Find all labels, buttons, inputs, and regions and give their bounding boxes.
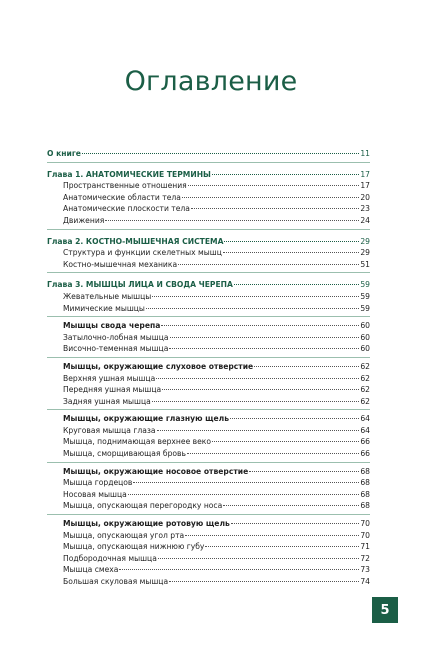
toc-chapter[interactable] <box>47 169 370 181</box>
toc-block-nose <box>47 466 370 515</box>
toc-section-label: Мышцы, окружающие ротовую щель <box>63 519 230 529</box>
dot-leader <box>162 389 359 390</box>
toc-entry-page: 62 <box>360 373 370 383</box>
toc-entry-page: 68 <box>360 478 370 488</box>
toc-entry[interactable] <box>47 477 370 489</box>
toc-chapter-label: Глава 2. КОСТНО-МЫШЕЧНАЯ СИСТЕМА <box>47 236 224 246</box>
toc-entry-label: Затылочно-лобная мышца <box>63 332 169 342</box>
dot-leader <box>223 252 359 253</box>
toc-entry-page: 62 <box>360 361 370 371</box>
toc-entry-label: Жевательные мышцы <box>63 291 152 301</box>
dot-leader <box>249 471 359 472</box>
dot-leader <box>156 378 359 379</box>
toc-entry-label: Мышца, опускающая перегородку носа <box>63 501 223 511</box>
toc-entry-page: 66 <box>360 437 370 447</box>
toc-block-cranial-vault <box>47 320 370 358</box>
dot-leader <box>82 153 359 154</box>
dot-leader <box>231 523 360 524</box>
toc-entry-label: Мимические мышцы <box>63 303 145 313</box>
dot-leader <box>146 308 359 309</box>
dot-leader <box>178 264 359 265</box>
toc-section[interactable] <box>47 466 370 478</box>
toc-entry-page: 64 <box>360 414 370 424</box>
toc-block-eye <box>47 413 370 462</box>
toc-entry-page: 66 <box>360 449 370 459</box>
dot-leader <box>128 494 360 495</box>
toc-entry[interactable] <box>47 180 370 192</box>
toc-entry[interactable] <box>47 436 370 448</box>
dot-leader <box>191 208 359 209</box>
toc-entry-page: 71 <box>360 542 370 552</box>
toc-entry-label: Круговая мышца глаза <box>63 425 156 435</box>
toc-entry[interactable] <box>47 373 370 385</box>
toc-section[interactable] <box>47 413 370 425</box>
dot-leader <box>185 535 359 536</box>
toc-chapter[interactable] <box>47 236 370 248</box>
toc-entry-page: 64 <box>360 425 370 435</box>
dot-leader <box>105 220 359 221</box>
toc-chapter[interactable] <box>47 279 370 291</box>
toc-entry-page: 59 <box>360 291 370 301</box>
toc-entry-page: 62 <box>360 396 370 406</box>
toc-entry-label: Верхняя ушная мышца <box>63 373 156 383</box>
table-of-contents <box>47 148 370 590</box>
page-number-badge: 5 <box>372 597 398 623</box>
dot-leader <box>254 366 359 367</box>
toc-block-ear <box>47 361 370 410</box>
toc-entry-label: Мышца, опускающая нижнюю губу <box>63 542 205 552</box>
toc-block-chapter-2 <box>47 236 370 274</box>
toc-section[interactable] <box>47 518 370 530</box>
toc-chapter-label: Глава 3. МЫШЦЫ ЛИЦА И СВОДА ЧЕРЕПА <box>47 280 233 290</box>
dot-leader <box>161 325 359 326</box>
dot-leader <box>205 546 359 547</box>
toc-block-chapter-1 <box>47 169 370 230</box>
toc-entry-page: 60 <box>360 321 370 331</box>
toc-entry[interactable] <box>47 203 370 215</box>
toc-entry-page: 11 <box>360 149 370 158</box>
toc-entry-page: 68 <box>360 501 370 511</box>
toc-block-chapter-3 <box>47 279 370 317</box>
toc-entry-page: 17 <box>360 169 370 179</box>
dot-leader <box>133 482 359 483</box>
toc-entry[interactable] <box>47 192 370 204</box>
toc-section-label: Мышцы, окружающие глазную щель <box>63 414 230 424</box>
page-title: Оглавление <box>124 66 298 97</box>
dot-leader <box>152 401 360 402</box>
toc-entry-page: 60 <box>360 332 370 342</box>
toc-entry[interactable] <box>47 425 370 437</box>
dot-leader <box>212 441 359 442</box>
toc-entry-label: Передняя ушная мышца <box>63 385 162 395</box>
toc-entry-page: 62 <box>360 385 370 395</box>
toc-section-label: Мышцы, окружающие носовое отверстие <box>63 466 249 476</box>
toc-section[interactable] <box>47 320 370 332</box>
toc-entry[interactable] <box>47 215 370 227</box>
toc-entry[interactable] <box>47 384 370 396</box>
toc-entry-label: Большая скуловая мышца <box>63 577 169 586</box>
toc-entry[interactable] <box>47 576 370 588</box>
toc-entry-page: 51 <box>360 259 370 269</box>
dot-leader <box>157 430 360 431</box>
toc-entry-page: 59 <box>360 303 370 313</box>
toc-entry[interactable] <box>47 259 370 271</box>
dot-leader <box>158 558 359 559</box>
toc-section-label: Мышцы, окружающие слуховое отверстие <box>63 361 254 371</box>
toc-entry-page: 70 <box>360 519 370 529</box>
dot-leader <box>119 569 359 570</box>
toc-entry[interactable] <box>47 303 370 315</box>
dot-leader <box>188 185 360 186</box>
toc-entry-label: Височно-теменная мышца <box>63 344 169 354</box>
toc-entry[interactable] <box>47 396 370 408</box>
toc-entry[interactable] <box>47 564 370 576</box>
dot-leader <box>212 174 359 175</box>
dot-leader <box>230 418 359 419</box>
toc-entry-label: Костно-мышечная механика <box>63 259 178 269</box>
toc-entry-label: Подбородочная мышца <box>63 553 157 563</box>
toc-entry-label: Мышца гордецов <box>63 478 133 488</box>
toc-entry-page: 24 <box>360 215 370 225</box>
toc-entry-page: 60 <box>360 344 370 354</box>
toc-entry[interactable] <box>47 332 370 344</box>
toc-entry-page: 59 <box>360 280 370 290</box>
toc-entry-page: 70 <box>360 530 370 540</box>
toc-chapter-label: Глава 1. АНАТОМИЧЕСКИЕ ТЕРМИНЫ <box>47 169 211 179</box>
toc-entry-label: Задняя ушная мышца <box>63 396 151 406</box>
dot-leader <box>187 453 359 454</box>
dot-leader <box>223 505 359 506</box>
toc-entry-label: Мышца, опускающая угол рта <box>63 530 185 540</box>
toc-entry-label: О книге <box>47 149 81 158</box>
toc-entry-page: 20 <box>360 192 370 202</box>
toc-block-about <box>47 148 370 163</box>
toc-entry-label: Мышца, поднимающая верхнее веко <box>63 437 212 447</box>
toc-entry[interactable] <box>47 291 370 303</box>
toc-entry[interactable] <box>47 343 370 355</box>
dot-leader <box>169 348 359 349</box>
toc-entry[interactable] <box>47 500 370 512</box>
toc-entry-page: 17 <box>360 181 370 191</box>
toc-entry-label: Пространственные отношения <box>63 181 187 191</box>
toc-entry-page: 68 <box>360 489 370 499</box>
toc-entry-page: 73 <box>360 565 370 575</box>
toc-entry[interactable] <box>47 489 370 501</box>
toc-entry-label: Структура и функции скелетных мышц <box>63 248 222 258</box>
toc-entry-label: Анатомические плоскости тела <box>63 204 190 214</box>
toc-entry[interactable] <box>47 448 370 460</box>
toc-entry[interactable] <box>47 553 370 565</box>
toc-entry-page: 23 <box>360 204 370 214</box>
toc-entry-label: Мышца, сморщивающая бровь <box>63 449 187 459</box>
toc-entry-label: Анатомические области тела <box>63 192 181 202</box>
toc-block-mouth <box>47 518 370 590</box>
toc-section-label: Мышцы свода черепа <box>63 321 161 331</box>
dot-leader <box>224 241 359 242</box>
toc-entry[interactable] <box>47 541 370 553</box>
dot-leader <box>169 581 359 582</box>
toc-entry-page: 29 <box>360 248 370 258</box>
toc-entry-page: 29 <box>360 236 370 246</box>
dot-leader <box>170 337 360 338</box>
toc-entry-label: Мышца смеха <box>63 565 119 575</box>
toc-section[interactable] <box>47 361 370 373</box>
toc-entry[interactable] <box>47 530 370 542</box>
dot-leader <box>152 296 359 297</box>
dot-leader <box>234 284 359 285</box>
toc-entry-label: Движения <box>63 215 105 225</box>
dot-leader <box>182 197 359 198</box>
toc-entry[interactable] <box>47 247 370 259</box>
toc-entry-page: 72 <box>360 553 370 563</box>
toc-entry-label: Носовая мышца <box>63 489 127 499</box>
toc-entry-page: 74 <box>360 577 370 586</box>
toc-entry[interactable] <box>47 148 370 160</box>
toc-entry-page: 68 <box>360 466 370 476</box>
